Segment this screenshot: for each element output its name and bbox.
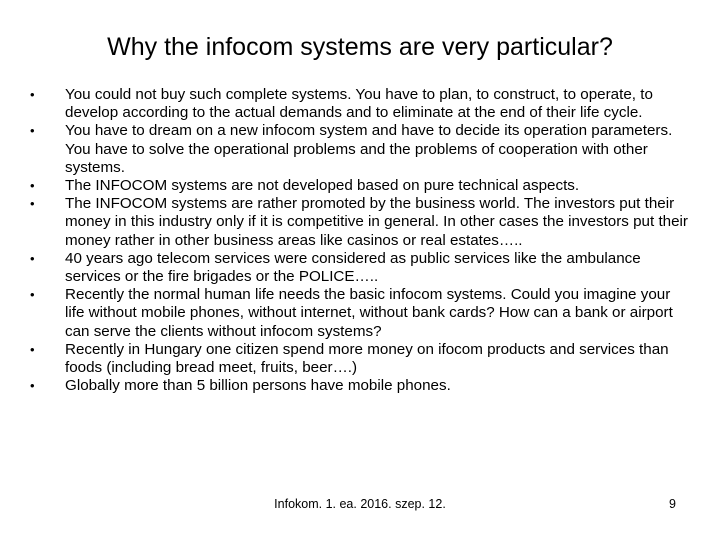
- bullet-list: [30, 86, 690, 395]
- bullet-item: [30, 122, 690, 177]
- bullet-item: [30, 177, 690, 195]
- page-number: 9: [669, 497, 676, 511]
- bullet-text: You have to dream on a new infocom system and have to decide its operation parameters. You have to solve the operational problems and the problems of cooperation with other systems.: [65, 122, 673, 176]
- bullet-text: 40 years ago telecom services were considered as public services like the ambulance services or the fire brigades or the POLICE…..: [65, 249, 641, 286]
- bullet-item: [30, 286, 690, 341]
- bullet-item: [30, 86, 690, 122]
- bullet-marker: •: [30, 341, 35, 357]
- bullet-text: Recently the normal human life needs the basic infocom systems. Could you imagine your life without mobile phones, without internet, without bank cards? How can a bank or airport can serve the clients without infocom systems?: [65, 286, 673, 340]
- bullet-text: Globally more than 5 billion persons have mobile phones.: [65, 377, 451, 395]
- bullet-marker: •: [30, 287, 35, 303]
- bullet-text: Recently in Hungary one citizen spend more money on ifocom products and services than foods (including bread meet, fruits, beer….): [65, 340, 669, 377]
- bullet-marker: •: [30, 178, 35, 194]
- bullet-item: [30, 250, 690, 286]
- bullet-marker: •: [30, 196, 35, 212]
- bullet-item: [30, 377, 690, 395]
- bullet-marker: •: [30, 123, 35, 139]
- slide-title: Why the infocom systems are very particular?: [107, 33, 613, 61]
- bullet-marker: •: [30, 87, 35, 102]
- bullet-text: You could not buy such complete systems. You have to plan, to construct, to operate, to develop according to the actual demands and to eliminate at the end of their life cycle.: [65, 86, 653, 122]
- bullet-marker: •: [30, 378, 35, 394]
- bullet-marker: •: [30, 250, 35, 266]
- bullet-text: The INFOCOM systems are rather promoted by the business world. The investors put their money in this industry only if it is competitive in general. In other cases the investors put their money rather in other business areas like casinos or real estates…..: [65, 195, 688, 249]
- bullet-item: [30, 341, 690, 377]
- slide-footer: Infokom. 1. ea. 2016. szep. 12.: [274, 497, 446, 511]
- bullet-item: [30, 195, 690, 250]
- bullet-text: The INFOCOM systems are not developed based on pure technical aspects.: [65, 177, 580, 195]
